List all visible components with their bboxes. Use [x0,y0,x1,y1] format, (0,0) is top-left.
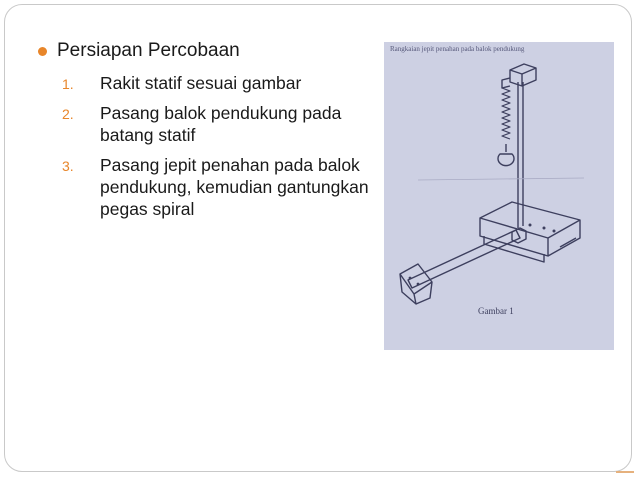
steps-list [62,72,382,228]
step-text: Pasang balok pendukung pada batang statif [100,103,342,145]
apparatus-drawing [384,42,614,350]
bullet-dot-icon [38,47,47,56]
accent-tick [616,471,634,473]
apparatus-photo [384,42,614,350]
step-item [62,102,382,146]
bullet-heading [38,40,240,62]
photo-top-caption: Rangkaian jepit penahan pada balok pendukung [390,45,525,53]
heading-text: Persiapan Percobaan [57,40,240,61]
step-item [62,72,382,94]
step-number: 1. [62,76,74,92]
photo-caption: Gambar 1 [478,306,514,316]
step-number: 3. [62,158,74,174]
step-item [62,154,382,220]
step-text: Rakit statif sesuai gambar [100,73,302,93]
step-number: 2. [62,106,74,122]
step-text: Pasang jepit penahan pada balok pendukung, kemudian gantungkan pegas spiral [100,155,369,219]
